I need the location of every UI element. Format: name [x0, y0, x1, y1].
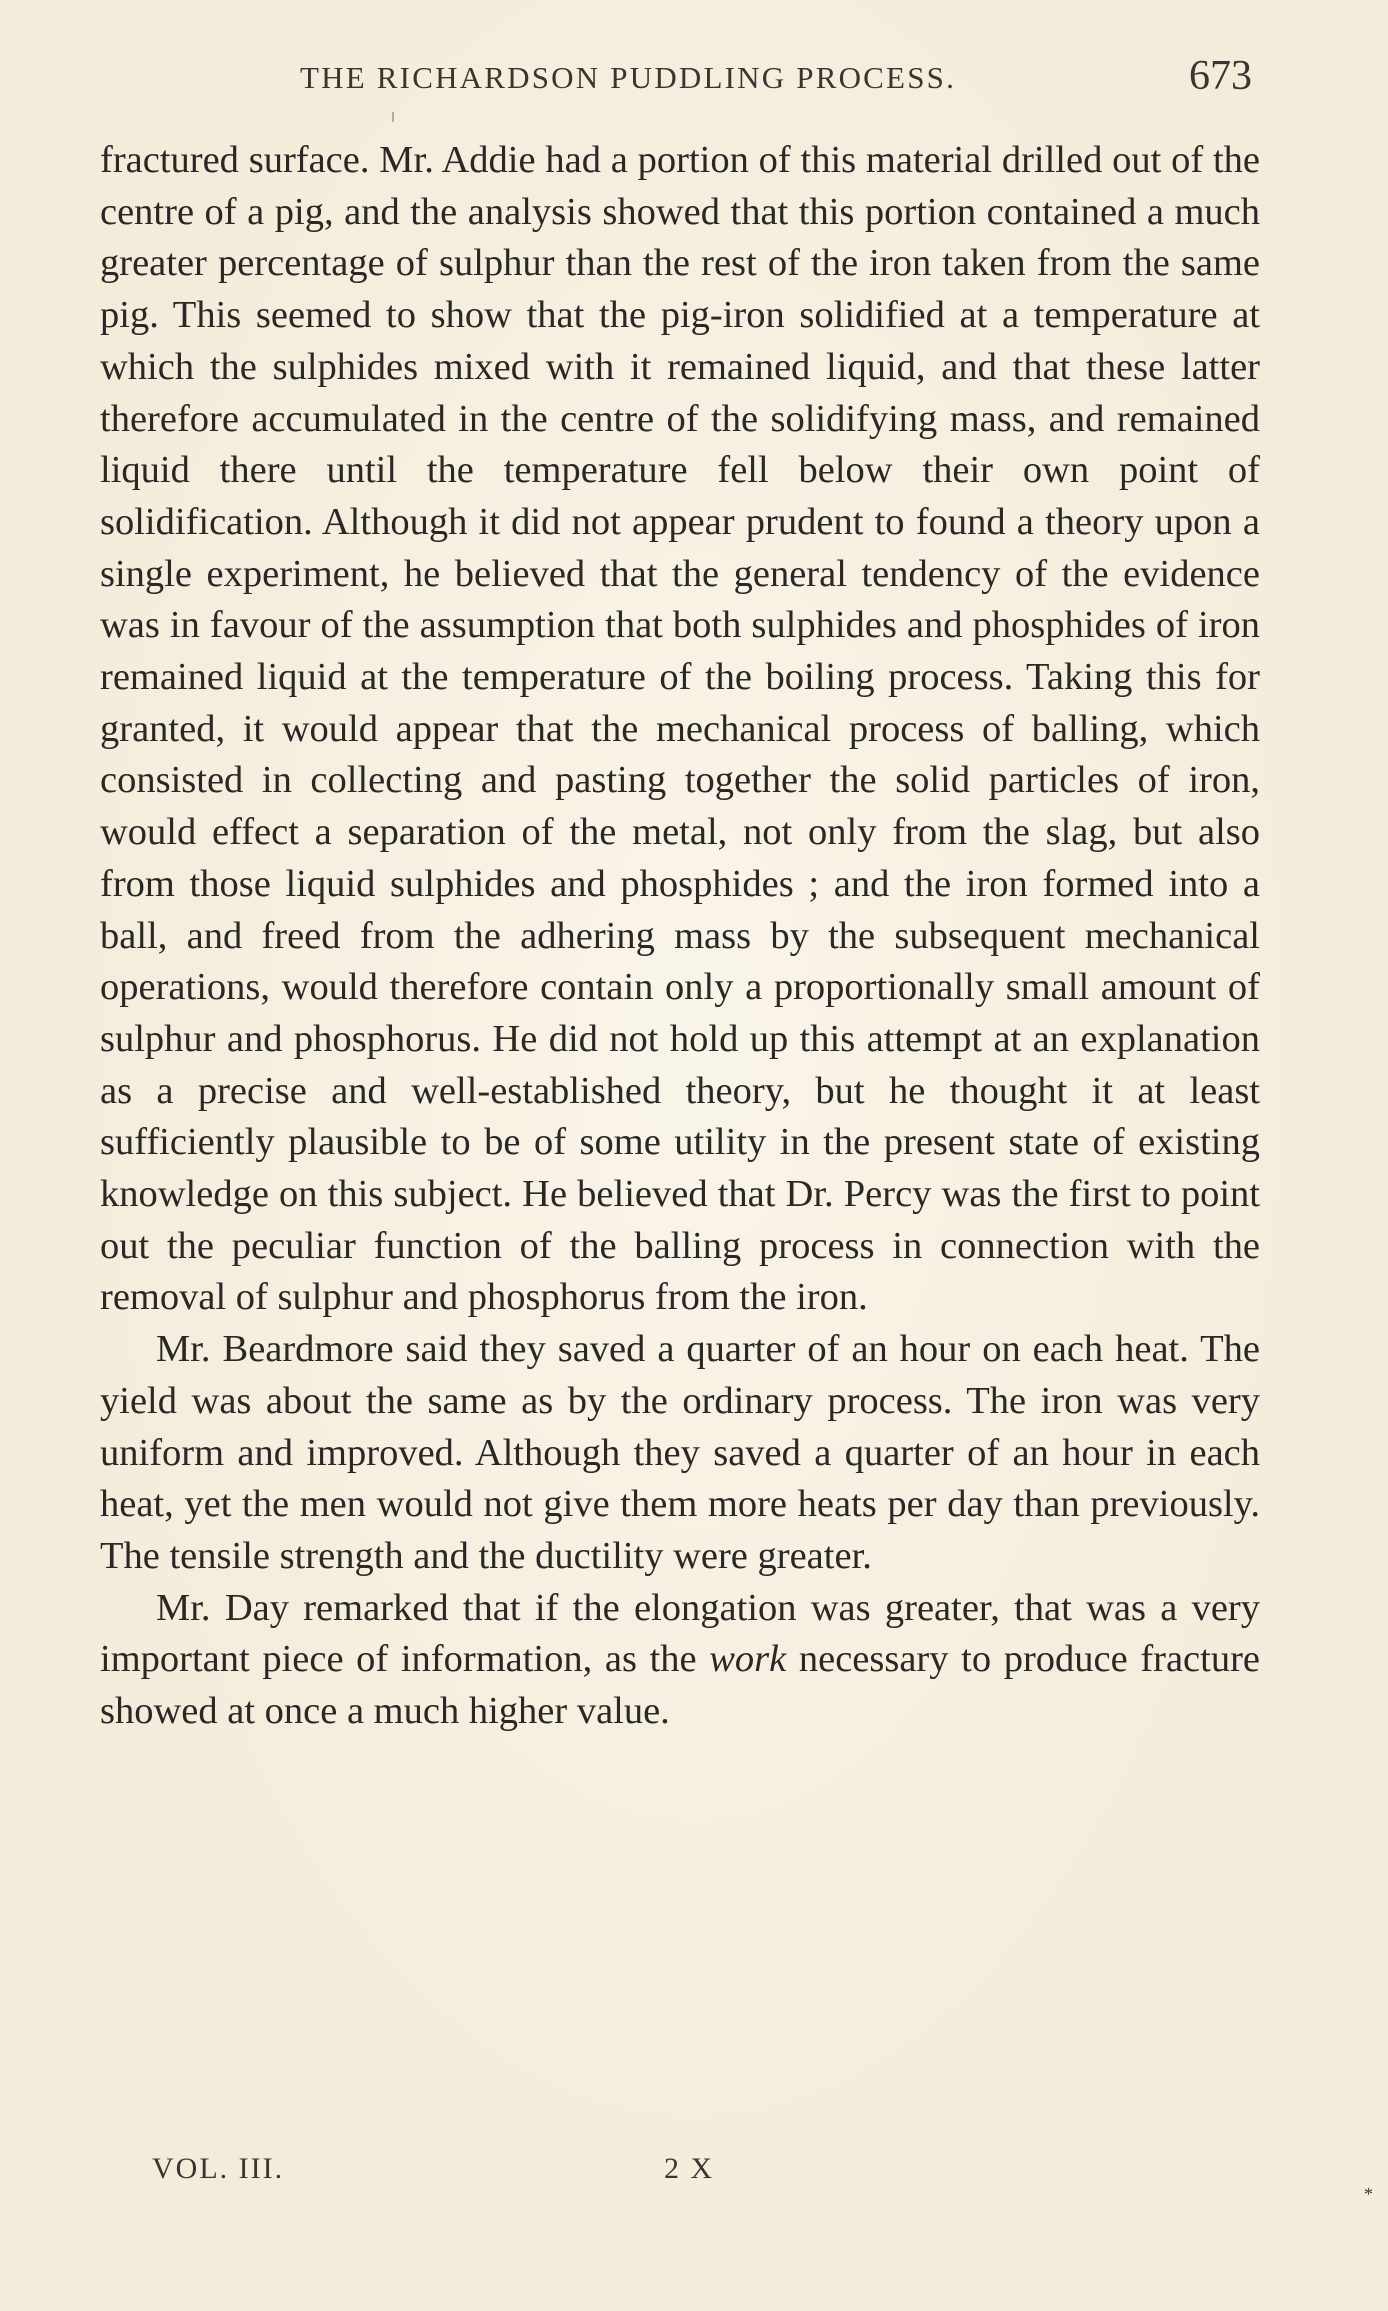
day-text-start: Mr. Day remarked that if the elongation was greater, that was a very important piece of information, as the: [100, 1586, 1260, 1681]
paragraph-continuation: fractured surface. Mr. Addie had a portion of this material drilled out of the centre of a pig, and the analysis showed that this portion contained a much greater percentage of sulphur than the rest of the iron taken from the same pig. This seemed to show that the pig-iron solidified at a temperature at which the sulphides mixed with it remained liquid, and that these latter therefore accumulated in the centre of the solidifying mass, and remained liquid there until the temperature fell below their own point of solidification. Although it did not appear prudent to found a theory upon a single experiment, he believed that the general tendency of the evidence was in favour of the assumption that both sulphides and phosphides of iron remained liquid at the temperature of the boiling process. Taking this for granted, it would appear that the mechanical process of balling, which consisted in collecting and pasting together the solid particles of iron, would effect a separation of the metal, not only from the slag, but also from those liquid sulphides and phosphides ; and the iron formed into a ball, and freed from the adhering mass by the subsequent mechanical operations, would therefore contain only a proportionally small amount of sulphur and phosphorus. He did not hold up this attempt at an explanation as a precise and well-established theory, but he thought it at least sufficiently plausible to be of some utility in the present state of existing knowledge on this subject. He believed that Dr. Percy was the first to point out the peculiar function of the balling process in connection with the removal of sulphur and phosphorus from the iron.: [100, 139, 1260, 1319]
volume-label: VOL. III.: [152, 2152, 285, 2185]
running-head: [300, 52, 1280, 102]
page-number: 673: [1189, 53, 1252, 99]
corner-print-mark: *: [1364, 2184, 1373, 2204]
paragraph-day: [100, 1583, 1260, 1738]
running-title: THE RICHARDSON PUDDLING PROCESS.: [300, 60, 957, 95]
italic-work: work: [709, 1638, 787, 1681]
body-text: [100, 135, 1260, 1738]
paragraph-beardmore: Mr. Beardmore said they saved a quarter of an hour on each heat. The yield was about the same as by the ordinary process. The iron was very uniform and improved. Although they saved a quarter of an hour in each heat, yet the men would not give them more heats per day than previously. The tensile strength and the ductility were greater.: [100, 1328, 1260, 1577]
signature-mark: 2 X: [664, 2152, 715, 2185]
page-footer: [152, 2152, 852, 2196]
print-tick-mark: [392, 112, 394, 122]
day-text-end: necessary to produce fracture showed at once a much higher value.: [100, 1638, 1260, 1733]
